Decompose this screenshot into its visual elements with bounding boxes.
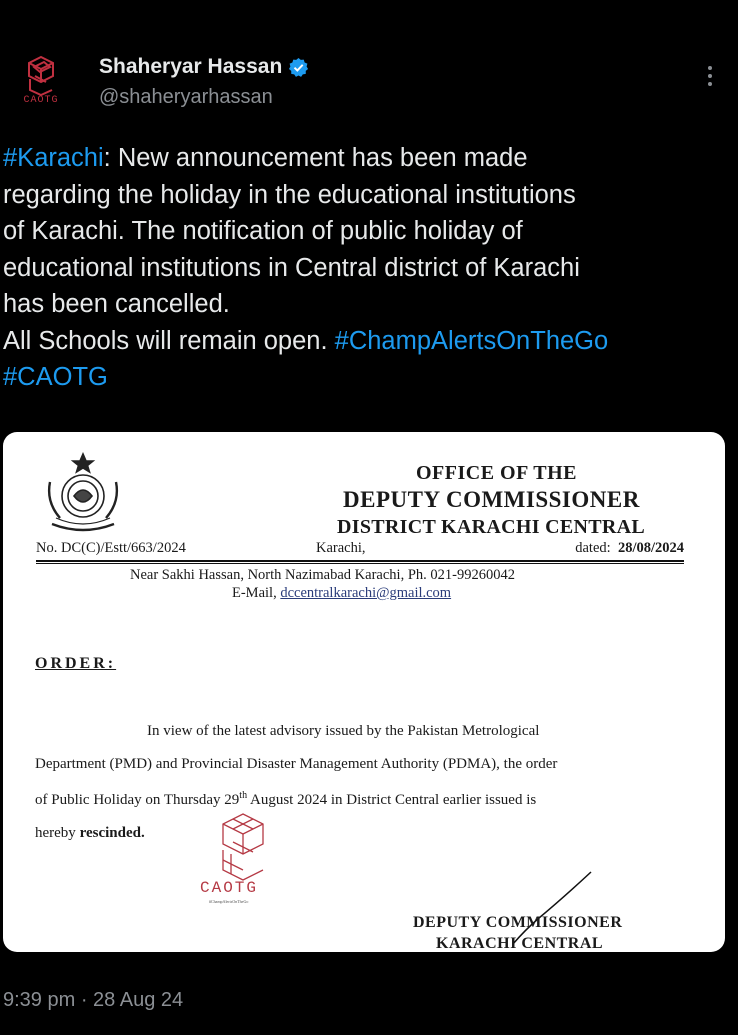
reference-number: No. DC(C)/Estt/663/2024 (36, 540, 186, 556)
tweet-text (3, 140, 728, 396)
header-rule (36, 560, 684, 562)
hashtag-champalertsonthego[interactable]: #ChampAlertsOnTheGo (334, 326, 609, 355)
office-heading-line-2: DEPUTY COMMISSIONER (343, 487, 640, 512)
dated-label: dated: (575, 540, 611, 556)
tweet-line-7 (3, 359, 728, 396)
tweet-text-segment: : New announcement has been made (103, 144, 528, 172)
office-heading-line-3: DISTRICT KARACHI CENTRAL (337, 516, 646, 538)
tweet-line-1 (3, 140, 728, 177)
verified-badge-icon (288, 57, 309, 78)
hashtag-caotg[interactable]: #CAOTG (3, 363, 108, 391)
reference-row (36, 540, 684, 560)
author-name-row (99, 55, 309, 79)
tweet-line-6 (3, 323, 728, 360)
tweet-text-segment: All Schools will remain open. (3, 326, 335, 355)
office-address: Near Sakhi Hassan, North Nazimabad Karachi, Ph. 021-99260042 (130, 567, 515, 583)
dated-value: 28/08/2024 (617, 540, 684, 556)
hashtag-karachi[interactable]: #Karachi (3, 144, 104, 172)
reference-city: Karachi, (316, 540, 366, 556)
author-display-name[interactable]: Shaheryar Hassan (99, 55, 283, 78)
rescinded-word: rescinded. (79, 824, 145, 841)
tweet-line-2: regarding the holiday in the educational institutions (3, 180, 576, 209)
ordinal-suffix: th (239, 790, 248, 801)
signatory-line-2: KARACHI CENTRAL (436, 935, 604, 952)
header-rule-thin (36, 563, 684, 564)
media-image-card[interactable] (3, 432, 725, 952)
sindh-government-emblem-icon (40, 452, 126, 540)
order-body-line-4 (35, 817, 687, 850)
email-label: E-Mail, (232, 585, 277, 601)
order-body (35, 715, 687, 849)
office-heading-line-1: OFFICE OF THE (416, 462, 577, 484)
tweet-line-3: of Karachi. The notification of public holiday of (3, 217, 523, 245)
tweet-timestamp[interactable]: 9:39 pm · 28 Aug 24 (3, 989, 184, 1011)
order-heading: ORDER: (35, 655, 117, 672)
avatar[interactable] (10, 52, 72, 114)
signatory-line-1: DEPUTY COMMISSIONER (413, 914, 623, 931)
office-email-row (232, 585, 451, 602)
avatar-logo-text: CAOTG (23, 95, 59, 106)
more-options-icon[interactable] (700, 62, 720, 94)
reference-date (575, 540, 684, 557)
order-body-segment: hereby (35, 824, 80, 841)
watermark-text: CAOTG (200, 879, 259, 897)
order-body-line-3 (35, 780, 687, 817)
office-email-link: dccentralkarachi@gmail.com (280, 585, 452, 601)
author-handle[interactable]: @shaheryarhassan (99, 86, 273, 108)
order-body-line-1: In view of the latest advisory issued by the Pakistan Metrological (147, 723, 540, 739)
order-body-segment: of Public Holiday on Thursday 29 (35, 792, 240, 808)
order-body-segment: August 2024 in District Central earlier issued is (247, 792, 537, 808)
watermark-subtext: #ChampAlertsOnTheGo (209, 899, 249, 904)
tweet-line-5: has been cancelled. (3, 290, 230, 318)
order-body-line-2: Department (PMD) and Provincial Disaster Management Authority (PDMA), the order (35, 755, 558, 772)
tweet-line-4: educational institutions in Central district of Karachi (3, 253, 580, 282)
tweet-header (0, 0, 738, 120)
